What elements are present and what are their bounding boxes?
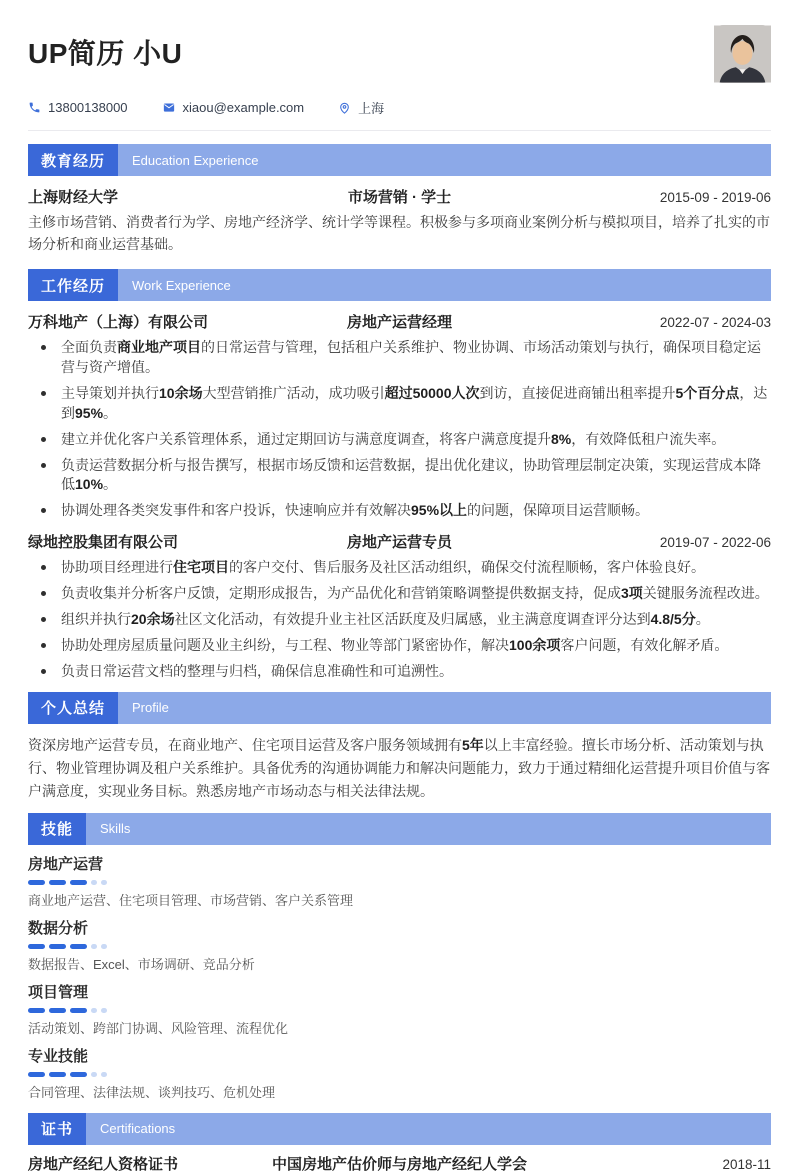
bullet-highlight: 住宅项目 bbox=[173, 559, 229, 576]
job-bullet bbox=[28, 430, 771, 450]
bullet-text: 的客户交付、售后服务及社区活动组织，确保交付流程顺畅，客户体验良好。 bbox=[229, 559, 705, 576]
skill-level-indicator bbox=[28, 880, 771, 885]
bullet-text: 协调处理各类突发事件和客户投诉，快速响应并有效解决 bbox=[61, 502, 411, 519]
job-date: 2019-07 - 2022-06 bbox=[659, 535, 771, 551]
job-bullet bbox=[28, 610, 771, 630]
section-bar-profile bbox=[28, 692, 771, 724]
contact-email-value: xiaou@example.com bbox=[182, 100, 305, 115]
job-bullet bbox=[28, 662, 771, 682]
header-divider bbox=[28, 130, 771, 131]
job-bullet bbox=[28, 384, 771, 424]
bullet-text: 主导策划并执行 bbox=[61, 384, 159, 401]
section-bar-certifications bbox=[28, 1113, 771, 1145]
level-pill-filled bbox=[49, 880, 66, 885]
certification-date: 2018-11 bbox=[722, 1156, 771, 1172]
profile-text: 资深房地产运营专员，在商业地产、住宅项目运营及客户服务领域拥有 bbox=[28, 736, 462, 753]
certification-entry-row bbox=[28, 1153, 771, 1174]
section-bar-education bbox=[28, 144, 771, 176]
skill-group bbox=[28, 853, 771, 909]
bullet-text: 的日常运营与管理，包括租户关系维护、物业协调、市场活动策划与执行，确保项目稳定运营与资产增值。 bbox=[61, 339, 761, 376]
job-date: 2022-07 - 2024-03 bbox=[659, 315, 771, 331]
level-pill-filled bbox=[49, 1008, 66, 1013]
company-name: 万科地产（上海）有限公司 bbox=[28, 314, 209, 332]
bullet-text: 。 bbox=[103, 404, 118, 421]
bullet-highlight: 10% bbox=[75, 476, 104, 493]
skill-level-indicator bbox=[28, 1008, 771, 1013]
level-pill-filled bbox=[70, 1072, 87, 1077]
section-title-en: Profile bbox=[132, 700, 169, 716]
page-title: UP简历 小U bbox=[28, 38, 183, 69]
level-pill-filled bbox=[28, 944, 45, 949]
profile-photo bbox=[714, 25, 771, 83]
bullet-text: 社区文化活动，有效提升业主社区活跃度及归属感，业主满意度调查评分达到 bbox=[174, 610, 651, 627]
level-pill-empty bbox=[91, 944, 97, 949]
job-header-row bbox=[28, 531, 771, 552]
level-pill-filled bbox=[70, 944, 87, 949]
level-pill-filled bbox=[28, 1072, 45, 1077]
bullet-text: 组织并执行 bbox=[61, 610, 131, 627]
bullet-highlight: 超过50000人次 bbox=[384, 384, 480, 401]
bullet-highlight: 5个百分点 bbox=[675, 384, 740, 401]
level-pill-filled bbox=[28, 880, 45, 885]
contact-location bbox=[338, 98, 384, 117]
skill-name: 数据分析 bbox=[28, 919, 89, 937]
section-title-en: Work Experience bbox=[132, 277, 231, 293]
contact-row bbox=[28, 98, 771, 117]
job-bullet bbox=[28, 501, 771, 521]
contact-location-value: 上海 bbox=[358, 101, 385, 116]
certification-issuer: 中国房地产估价师与房地产经纪人学会 bbox=[271, 1155, 527, 1173]
section-bar-skills bbox=[28, 813, 771, 845]
level-pill-empty bbox=[91, 1072, 97, 1077]
bullet-highlight: 3项 bbox=[621, 585, 643, 602]
level-pill-filled bbox=[70, 880, 87, 885]
location-pin-icon bbox=[338, 101, 351, 115]
header bbox=[28, 28, 771, 83]
bullet-highlight: 20余场 bbox=[131, 610, 175, 627]
bullet-text: 到访，直接促进商铺出租率提升 bbox=[479, 384, 676, 401]
skill-description: 商业地产运营、住宅项目管理、市场营销、客户关系管理 bbox=[28, 892, 354, 908]
section-title-zh: 个人总结 bbox=[28, 692, 118, 724]
education-date: 2015-09 - 2019-06 bbox=[659, 190, 771, 205]
bullet-text: ，有效降低租户流失率。 bbox=[571, 430, 726, 447]
job-position: 房地产运营经理 bbox=[346, 314, 452, 332]
skill-name: 专业技能 bbox=[28, 1047, 89, 1065]
bullet-text: 负责日常运营文档的整理与归档，确保信息准确性和可追溯性。 bbox=[61, 662, 453, 679]
bullet-text: 全面负责 bbox=[61, 339, 117, 356]
section-bar-work bbox=[28, 269, 771, 301]
profile-text: 以上丰富经验。擅长市场分析、活动策划与执行、物业管理协调及租户关系维护。具备优秀的沟通协调能力和解决问题能力，致力于通过精细化运营提升项目价值与客户满意度，实现业务目标。熟悉房地产市场动态与相关法律法规。 bbox=[28, 736, 770, 799]
skill-description: 活动策划、跨部门协调、风险管理、流程优化 bbox=[28, 1020, 289, 1036]
mail-icon bbox=[162, 101, 176, 114]
profile-highlight: 5年 bbox=[462, 736, 484, 753]
bullet-highlight: 8% bbox=[551, 430, 572, 447]
contact-email bbox=[162, 100, 305, 115]
profile-photo-image bbox=[714, 25, 771, 83]
level-pill-filled bbox=[49, 1072, 66, 1077]
certification-name: 房地产经纪人资格证书 bbox=[28, 1155, 179, 1173]
level-pill-filled bbox=[49, 944, 66, 949]
bullet-text: 建立并优化客户关系管理体系，通过定期回访与满意度调查，将客户满意度提升 bbox=[61, 430, 551, 447]
bullet-text: 大型营销推广活动，成功吸引 bbox=[202, 384, 385, 401]
bullet-text: ，达到 bbox=[61, 384, 768, 421]
bullet-highlight: 4.8/5分 bbox=[650, 610, 696, 627]
level-pill-empty bbox=[101, 1072, 107, 1077]
level-pill-empty bbox=[91, 880, 97, 885]
level-pill-filled bbox=[28, 1008, 45, 1013]
section-title-en: Skills bbox=[100, 821, 131, 837]
section-title-zh: 技能 bbox=[28, 813, 86, 845]
skill-name: 项目管理 bbox=[28, 983, 89, 1001]
skill-description: 数据报告、Excel、市场调研、竞品分析 bbox=[28, 956, 255, 972]
skill-level-indicator bbox=[28, 1072, 771, 1077]
skill-group bbox=[28, 1045, 771, 1101]
bullet-text: 协助处理房屋质量问题及业主纠纷，与工程、物业等部门紧密协作，解决 bbox=[61, 636, 509, 653]
contact-phone-value: 13800138000 bbox=[48, 100, 128, 115]
level-pill-empty bbox=[101, 1008, 107, 1013]
education-description: 主修市场营销、消费者行为学、房地产经济学、统计学等课程。积极参与多项商业案例分析与模拟项目，培养了扎实的市场分析和商业运营基础。 bbox=[28, 214, 770, 253]
job-header-row bbox=[28, 311, 771, 332]
bullet-highlight: 100余项 bbox=[509, 636, 561, 653]
bullet-text: 客户问题，有效化解矛盾。 bbox=[560, 636, 729, 653]
bullet-highlight: 商业地产项目 bbox=[117, 339, 201, 356]
section-title-en: Education Experience bbox=[132, 152, 259, 168]
level-pill-empty bbox=[101, 944, 107, 949]
job-bullet bbox=[28, 338, 771, 378]
level-pill-filled bbox=[70, 1008, 87, 1013]
job-bullet bbox=[28, 636, 771, 656]
skill-group bbox=[28, 981, 771, 1037]
job-bullet-list bbox=[28, 338, 771, 521]
school-name: 上海财经大学 bbox=[28, 189, 119, 206]
section-title-zh: 教育经历 bbox=[28, 144, 118, 176]
level-pill-empty bbox=[91, 1008, 97, 1013]
bullet-text: 。 bbox=[695, 610, 710, 627]
skill-level-indicator bbox=[28, 944, 771, 949]
section-title-zh: 证书 bbox=[28, 1113, 86, 1145]
section-title-en: Certifications bbox=[100, 1121, 176, 1137]
bullet-text: 负责收集并分析客户反馈，定期形成报告，为产品优化和营销策略调整提供数据支持，促成 bbox=[61, 585, 621, 602]
level-pill-empty bbox=[101, 880, 107, 885]
skill-group bbox=[28, 917, 771, 973]
skill-name: 房地产运营 bbox=[28, 855, 104, 873]
job-position: 房地产运营专员 bbox=[346, 534, 452, 552]
major-degree: 市场营销 · 学士 bbox=[347, 189, 452, 206]
job-bullet-list bbox=[28, 558, 771, 681]
job-bullet bbox=[28, 584, 771, 604]
contact-phone bbox=[28, 100, 128, 115]
bullet-highlight: 95%以上 bbox=[411, 502, 468, 519]
job-bullet bbox=[28, 558, 771, 578]
skill-description: 合同管理、法律法规、谈判技巧、危机处理 bbox=[28, 1084, 276, 1100]
section-title-zh: 工作经历 bbox=[28, 269, 118, 301]
company-name: 绿地控股集团有限公司 bbox=[28, 534, 179, 552]
profile-summary bbox=[28, 734, 771, 803]
job-bullet bbox=[28, 456, 771, 496]
bullet-text: 协助项目经理进行 bbox=[61, 559, 173, 576]
bullet-text: 。 bbox=[103, 476, 118, 493]
bullet-text: 关键服务流程改进。 bbox=[642, 585, 769, 602]
bullet-highlight: 10余场 bbox=[159, 384, 203, 401]
bullet-highlight: 95% bbox=[75, 404, 104, 421]
bullet-text: 负责运营数据分析与报告撰写，根据市场反馈和运营数据，提出优化建议，协助管理层制定决策，实现运营成本降低 bbox=[61, 456, 761, 493]
education-entry-row bbox=[28, 186, 771, 207]
bullet-text: 的问题，保障项目运营顺畅。 bbox=[467, 502, 650, 519]
phone-icon bbox=[28, 101, 41, 114]
